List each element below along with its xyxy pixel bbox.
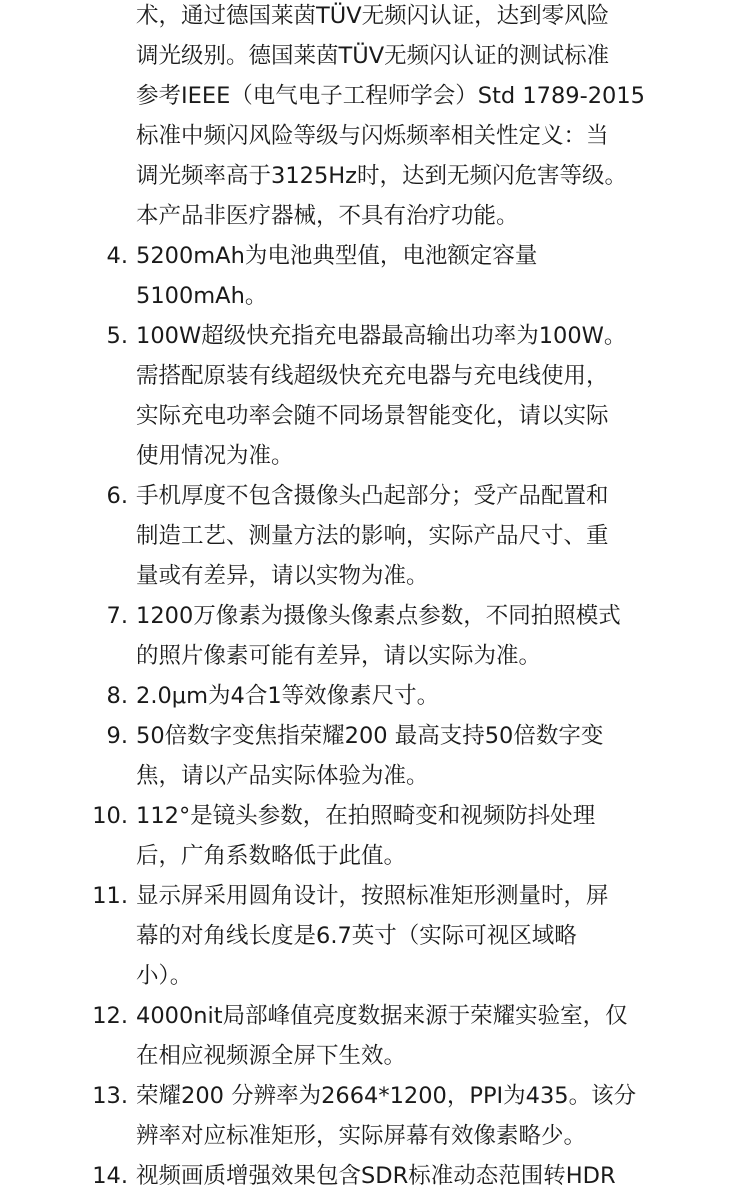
footnote-text-line: 100W超级快充指充电器最高输出功率为100W。: [136, 323, 627, 349]
footnote-item: [0, 876, 656, 996]
footnote-text-line: 术，通过德国莱茵TÜV无频闪认证，达到零风险: [136, 3, 610, 29]
footnote-item: [0, 0, 656, 236]
footnote-number: 13.: [92, 1083, 128, 1109]
footnote-text-line: 2.0μm为4合1等效像素尺寸。: [136, 683, 440, 709]
footnote-text-line: 5200mAh为电池典型值，电池额定容量: [136, 243, 538, 269]
footnote-text-line: 4000nit局部峰值亮度数据来源于荣耀实验室，仅: [136, 1003, 628, 1029]
footnote-number: 10.: [92, 803, 128, 829]
footnote-item: [0, 476, 656, 596]
footnote-text-line: 后，广角系数略低于此值。: [136, 843, 407, 869]
footnote-item: [0, 716, 656, 796]
footnote-text-line: 标准中频闪风险等级与闪烁频率相关性定义：当: [136, 123, 609, 149]
footnote-number: 4.: [106, 243, 128, 269]
footnote-text-line: 焦，请以产品实际体验为准。: [136, 763, 429, 789]
footnote-text-line: 制造工艺、测量方法的影响，实际产品尺寸、重: [136, 523, 609, 549]
footnote-text-line: 实际充电功率会随不同场景智能变化，请以实际: [136, 403, 609, 429]
footnote-text-line: 的照片像素可能有差异，请以实际为准。: [136, 643, 542, 669]
footnote-text-line: 调光级别。德国莱茵TÜV无频闪认证的测试标准: [136, 43, 610, 69]
footnote-item: [0, 1076, 656, 1156]
footnote-text-line: 荣耀200 分辨率为2664*1200，PPI为435。该分: [136, 1083, 637, 1109]
footnote-number: 9.: [106, 723, 128, 749]
footnote-text-line: 显示屏采用圆角设计，按照标准矩形测量时，屏: [136, 883, 609, 909]
footnote-item: [0, 596, 656, 676]
footnote-text-line: 视频画质增强效果包含SDR标准动态范围转HDR: [136, 1163, 616, 1189]
footnote-text-line: 参考IEEE（电气电子工程师学会）Std 1789-2015: [136, 83, 645, 109]
footnote-text-line: 量或有差异，请以实物为准。: [136, 563, 429, 589]
footnote-text-line: 本产品非医疗器械，不具有治疗功能。: [136, 203, 519, 229]
footnote-text-line: 手机厚度不包含摄像头凸起部分；受产品配置和: [136, 483, 609, 509]
footnote-number: 12.: [92, 1003, 128, 1029]
footnote-text-line: 需搭配原装有线超级快充充电器与充电线使用，: [136, 363, 609, 389]
footnote-number: 8.: [106, 683, 128, 709]
footnote-text-line: 辨率对应标准矩形，实际屏幕有效像素略少。: [136, 1123, 587, 1149]
footnote-text-line: 使用情况为准。: [136, 443, 294, 469]
footnote-item: [0, 236, 656, 316]
footnote-text-line: 幕的对角线长度是6.7英寸（实际可视区域略: [136, 923, 577, 949]
footnote-text-line: 在相应视频源全屏下生效。: [136, 1043, 407, 1069]
footnote-text-line: 小）。: [136, 963, 193, 989]
footnote-text-line: 调光频率高于3125Hz时，达到无频闪危害等级。: [136, 163, 627, 189]
footnote-text-line: 50倍数字变焦指荣耀200 最高支持50倍数字变: [136, 723, 604, 749]
footnote-number: 14.: [92, 1163, 128, 1189]
footnote-item: [0, 996, 656, 1076]
footnote-item: [0, 316, 656, 476]
footnote-item: [0, 1156, 656, 1194]
footnote-item: [0, 676, 656, 716]
footnote-text-line: 1200万像素为摄像头像素点参数，不同拍照模式: [136, 603, 621, 629]
footnote-item: [0, 796, 656, 876]
footnote-number: 6.: [106, 483, 128, 509]
footnote-number: 7.: [106, 603, 128, 629]
footnote-number: 5.: [106, 323, 128, 349]
footnote-text-line: 112°是镜头参数，在拍照畸变和视频防抖处理: [136, 803, 596, 829]
footnote-text-line: 5100mAh。: [136, 283, 268, 309]
footnote-number: 11.: [92, 883, 128, 909]
